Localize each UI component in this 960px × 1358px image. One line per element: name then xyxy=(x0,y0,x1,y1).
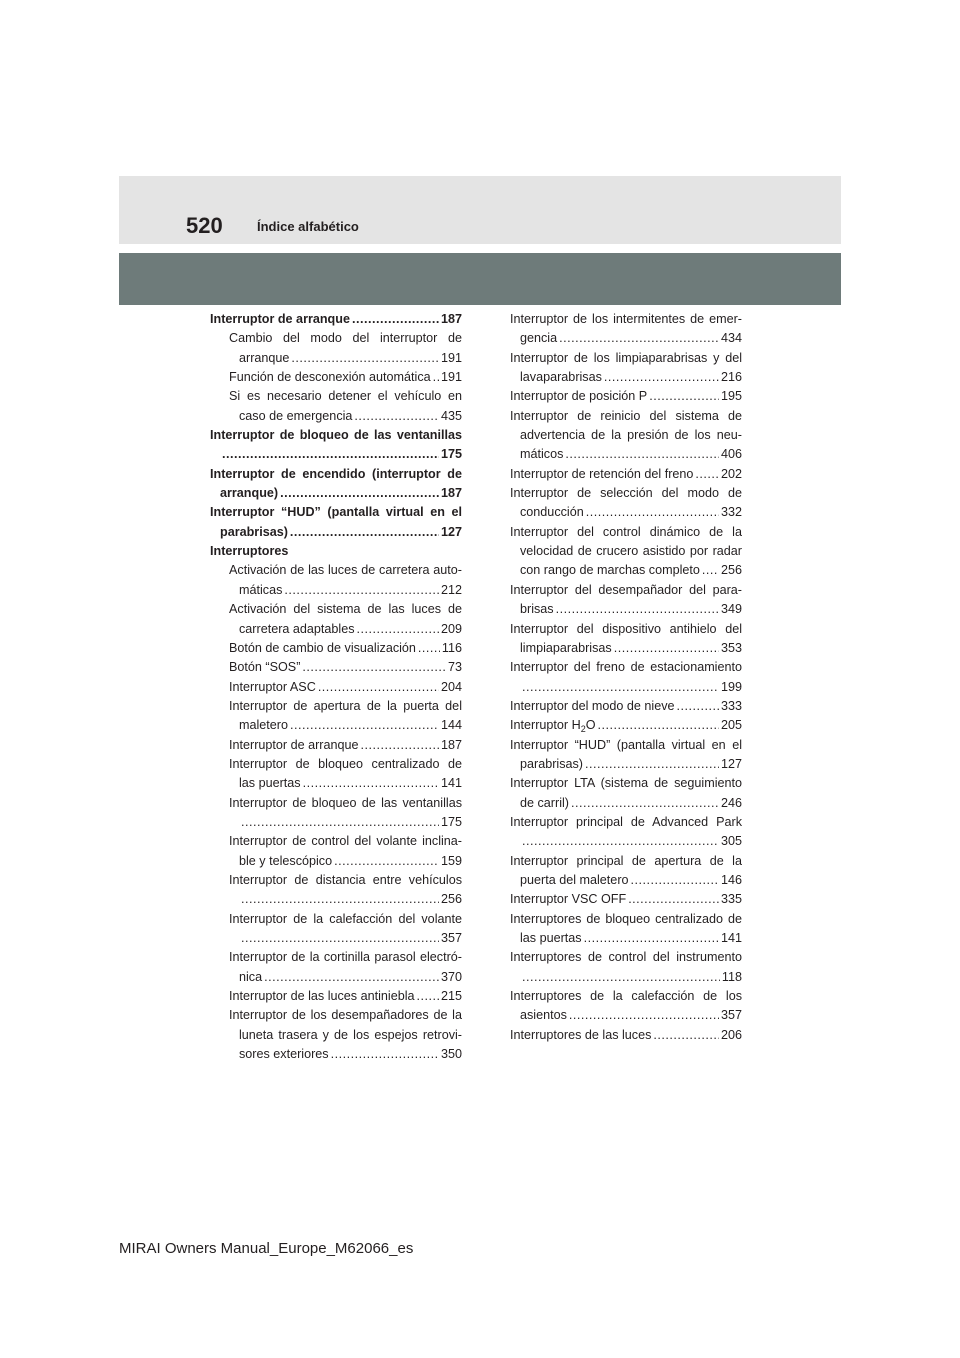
footer-text: MIRAI Owners Manual_Europe_M62066_es xyxy=(119,1240,414,1257)
index-entry xyxy=(210,832,462,871)
page-reference: 209 xyxy=(440,621,462,636)
entry-text: brisas xyxy=(520,602,554,617)
dot-leader xyxy=(571,794,719,813)
page-reference: 333 xyxy=(720,698,742,713)
dot-leader xyxy=(290,716,439,735)
entry-text: Interruptor de arranque xyxy=(229,737,359,752)
dot-leader xyxy=(604,368,719,387)
index-entry xyxy=(510,910,742,949)
index-entry xyxy=(210,1006,462,1064)
page-reference: 195 xyxy=(720,389,742,404)
entry-text: asientos xyxy=(520,1008,567,1023)
index-entry xyxy=(210,561,462,600)
entry-text: limpiaparabrisas xyxy=(520,640,612,655)
dot-leader xyxy=(702,561,719,580)
index-entry xyxy=(510,852,742,891)
page-reference: 256 xyxy=(440,892,462,907)
dot-leader xyxy=(264,968,439,987)
dot-leader xyxy=(280,484,439,503)
page-reference: 199 xyxy=(720,679,742,694)
index-entry xyxy=(510,716,742,735)
dot-leader xyxy=(354,407,439,426)
section-title: Índice alfabético xyxy=(257,219,359,234)
page-reference: 335 xyxy=(720,892,742,907)
index-entry xyxy=(210,310,462,329)
entry-text: máticos xyxy=(520,447,564,462)
entry-text: carretera adaptables xyxy=(239,621,355,636)
page-reference: 187 xyxy=(440,737,462,752)
index-entry xyxy=(210,639,462,658)
entry-text: Interruptor $H_2O$ xyxy=(510,718,596,735)
dot-leader xyxy=(433,368,439,387)
entry-text: Interruptor de los limpiaparabrisas y del xyxy=(510,350,742,365)
index-entry xyxy=(510,523,742,581)
page-reference: 191 xyxy=(440,350,462,365)
entry-text: Interruptor de bloqueo de las ventanillas xyxy=(229,795,462,810)
index-entry xyxy=(210,503,462,542)
entry-text: Interruptores xyxy=(210,544,289,559)
index-entry xyxy=(210,871,462,910)
entry-text: conducción xyxy=(520,505,584,520)
dot-leader xyxy=(556,600,719,619)
entry-text: Interruptor de selección del modo de xyxy=(510,486,742,501)
page-reference: 141 xyxy=(440,776,462,791)
index-entry xyxy=(510,987,742,1026)
entry-text: Interruptor del control dinámico de la xyxy=(510,524,742,539)
entry-text: las puertas xyxy=(520,931,582,945)
entry-text: puerta del maletero xyxy=(520,872,629,887)
index-entry xyxy=(210,794,462,833)
dot-leader xyxy=(417,987,439,1006)
page-reference: 305 xyxy=(720,834,742,849)
index-entry xyxy=(510,658,742,697)
entry-text: arranque xyxy=(239,350,290,365)
index-entry xyxy=(510,890,742,909)
entry-text: Interruptor LTA (sistema de seguimiento xyxy=(510,776,742,791)
dot-leader xyxy=(677,697,719,716)
entry-text: Botón “SOS” xyxy=(229,660,301,675)
entry-text: ble y telescópico xyxy=(239,853,333,868)
entry-text: Interruptor de arranque xyxy=(210,312,350,326)
entry-text: nica xyxy=(239,969,263,984)
dot-leader xyxy=(585,755,719,774)
index-entry xyxy=(510,697,742,716)
entry-text: Interruptor del freno de estacionamiento xyxy=(510,660,742,675)
entry-text: Interruptor de las luces antiniebla xyxy=(229,989,415,1004)
index-entry xyxy=(210,465,462,504)
index-entry xyxy=(210,987,462,1006)
entry-text: Interruptor de distancia entre vehículos xyxy=(229,872,462,887)
entry-text: Interruptor de control del volante inclina- xyxy=(229,834,462,849)
page-reference: 202 xyxy=(720,466,742,481)
index-entry xyxy=(510,813,742,852)
index-heading xyxy=(210,542,462,561)
dot-leader xyxy=(522,832,719,851)
entry-text: Interruptor de los intermitentes de emer- xyxy=(510,312,742,326)
index-entry xyxy=(210,329,462,368)
dot-leader xyxy=(569,1006,719,1025)
index-entry xyxy=(510,387,742,406)
page-reference: 215 xyxy=(440,989,462,1004)
dot-leader xyxy=(614,639,719,658)
dot-leader xyxy=(653,1026,719,1045)
entry-text: Interruptor de retención del freno xyxy=(510,466,694,481)
entry-text: Interruptores de control del instrumento xyxy=(510,950,742,965)
dot-leader xyxy=(284,581,439,600)
entry-text: Interruptor de encendido (interruptor de xyxy=(210,466,462,481)
index-entry xyxy=(510,349,742,388)
dot-leader xyxy=(361,736,439,755)
index-entry xyxy=(210,387,462,426)
page-reference: 216 xyxy=(720,370,742,385)
header-band xyxy=(119,176,841,244)
page-reference: 357 xyxy=(720,1008,742,1023)
entry-text: Interruptor del modo de nieve xyxy=(510,698,675,713)
entry-text: con rango de marchas completo xyxy=(520,563,700,578)
index-column-left xyxy=(210,310,462,1064)
entry-text: caso de emergencia xyxy=(239,408,353,423)
entry-text: Interruptor de posición P xyxy=(510,389,648,404)
index-entry xyxy=(210,910,462,949)
entry-text: Activación de las luces de carretera auto- xyxy=(229,563,462,578)
dot-leader xyxy=(559,329,719,348)
index-entry xyxy=(510,310,742,349)
dot-leader xyxy=(318,678,439,697)
entry-text: las puertas xyxy=(239,776,301,791)
entry-text: Interruptor de la calefacción del volante xyxy=(229,911,462,926)
page-reference: 357 xyxy=(440,931,462,945)
index-entry xyxy=(510,620,742,659)
page-reference: 141 xyxy=(720,931,742,945)
index-column-right xyxy=(510,310,742,1045)
dot-leader xyxy=(303,774,439,793)
dot-leader xyxy=(565,445,719,464)
dot-leader xyxy=(241,813,439,832)
entry-text: Interruptores de bloqueo centralizado de xyxy=(510,911,742,926)
dot-leader xyxy=(241,929,439,948)
dot-leader xyxy=(649,387,719,406)
index-entry xyxy=(210,755,462,794)
page-reference: 175 xyxy=(440,814,462,829)
entry-text: Interruptor de los desempañadores de la xyxy=(229,1008,462,1023)
page-reference: 434 xyxy=(720,331,742,346)
entry-text: Botón de cambio de visualización xyxy=(229,640,416,655)
entry-text: lavaparabrisas xyxy=(520,370,602,385)
entry-text: de carril) xyxy=(520,795,569,810)
entry-text: Interruptor de bloqueo centralizado de xyxy=(229,756,462,771)
page-reference: 187 xyxy=(440,486,462,501)
index-entry xyxy=(510,736,742,775)
entry-text: parabrisas) xyxy=(220,524,288,539)
page-number: 520 xyxy=(186,213,223,238)
dot-leader xyxy=(291,349,439,368)
index-entry xyxy=(210,948,462,987)
entry-text: Interruptor ASC xyxy=(229,679,316,694)
entry-text: Interruptor de la cortinilla parasol electró- xyxy=(229,950,462,965)
index-entry xyxy=(210,658,462,677)
page-reference: 332 xyxy=(720,505,742,520)
dot-leader xyxy=(522,678,719,697)
entry-text: arranque) xyxy=(220,486,279,501)
dot-leader xyxy=(584,929,719,948)
entry-text: máticas xyxy=(239,582,283,597)
dot-leader xyxy=(222,445,439,464)
page-reference: 256 xyxy=(720,563,742,578)
index-entry xyxy=(210,697,462,736)
entry-text: sores exteriores xyxy=(239,1047,329,1062)
page-reference: 127 xyxy=(720,756,742,771)
index-entry xyxy=(210,600,462,639)
page-reference: 159 xyxy=(440,853,462,868)
entry-text: Interruptor de bloqueo de las ventanillas xyxy=(210,428,462,443)
dot-leader xyxy=(331,1045,439,1064)
page-reference: 144 xyxy=(440,718,462,733)
dot-leader xyxy=(334,852,439,871)
dot-leader xyxy=(628,890,719,909)
entry-text: luneta trasera y de los espejos retrovi- xyxy=(239,1027,462,1042)
index-entry xyxy=(210,368,462,387)
index-entry xyxy=(510,774,742,813)
index-entry xyxy=(510,407,742,465)
page-reference: 246 xyxy=(720,795,742,810)
dot-leader xyxy=(352,310,439,329)
page-reference: 191 xyxy=(440,370,462,385)
entry-text: Interruptor principal de Advanced Park xyxy=(510,814,742,829)
entry-text: Interruptor del dispositivo antihielo del xyxy=(510,621,742,636)
dot-leader xyxy=(695,465,719,484)
index-entry xyxy=(210,426,462,465)
page-reference: 127 xyxy=(440,524,462,539)
page-reference: 212 xyxy=(440,582,462,597)
entry-text: Función de desconexión automática xyxy=(229,370,431,385)
index-entry xyxy=(510,948,742,987)
page-reference: 350 xyxy=(440,1047,462,1062)
page-reference: 205 xyxy=(720,718,742,733)
page-reference: 73 xyxy=(447,660,462,675)
page-reference: 118 xyxy=(721,969,742,984)
index-entry xyxy=(510,465,742,484)
page-reference: 116 xyxy=(441,640,462,655)
entry-text: Interruptor de apertura de la puerta del xyxy=(229,698,462,713)
page-reference: 204 xyxy=(440,679,462,694)
entry-text: maletero xyxy=(239,718,288,733)
entry-text: Interruptores de las luces xyxy=(510,1027,652,1042)
page-reference: 175 xyxy=(440,447,462,462)
entry-text: Interruptor del desempañador del para- xyxy=(510,582,742,597)
page-reference: 187 xyxy=(440,312,462,326)
entry-text: advertencia de la presión de los neu- xyxy=(520,428,742,443)
index-entry xyxy=(510,1026,742,1045)
dot-leader xyxy=(418,639,440,658)
index-entry xyxy=(510,484,742,523)
entry-text: Interruptor “HUD” (pantalla virtual en el xyxy=(210,505,462,520)
entry-text: velocidad de crucero asistido por radar xyxy=(520,544,742,559)
dot-leader xyxy=(598,716,719,735)
entry-text: Interruptor VSC OFF xyxy=(510,892,627,907)
page-reference: 435 xyxy=(440,408,462,423)
dot-leader xyxy=(241,890,439,909)
dot-leader xyxy=(586,503,719,522)
entry-text: parabrisas) xyxy=(520,756,583,771)
entry-text: Cambio del modo del interruptor de xyxy=(229,331,462,346)
page-reference: 406 xyxy=(720,447,742,462)
dot-leader xyxy=(357,620,439,639)
dot-leader xyxy=(522,968,720,987)
header-bar xyxy=(119,253,841,305)
entry-text: gencia xyxy=(520,331,558,346)
dot-leader xyxy=(290,523,439,542)
page-reference: 146 xyxy=(720,872,742,887)
index-entry xyxy=(510,581,742,620)
entry-text: Interruptor de reinicio del sistema de xyxy=(510,408,742,423)
page-reference: 206 xyxy=(720,1027,742,1042)
index-entry xyxy=(210,736,462,755)
index-entry xyxy=(210,678,462,697)
entry-text: Interruptor principal de apertura de la xyxy=(510,853,742,868)
entry-text: Si es necesario detener el vehículo en xyxy=(229,389,462,404)
entry-text: Interruptores de la calefacción de los xyxy=(510,989,742,1004)
dot-leader xyxy=(631,871,719,890)
dot-leader xyxy=(302,658,446,677)
entry-text: Interruptor “HUD” (pantalla virtual en el xyxy=(510,737,742,752)
page-reference: 370 xyxy=(440,969,462,984)
page-reference: 353 xyxy=(720,640,742,655)
page-reference: 349 xyxy=(720,602,742,617)
entry-text: Activación del sistema de las luces de xyxy=(229,602,462,617)
